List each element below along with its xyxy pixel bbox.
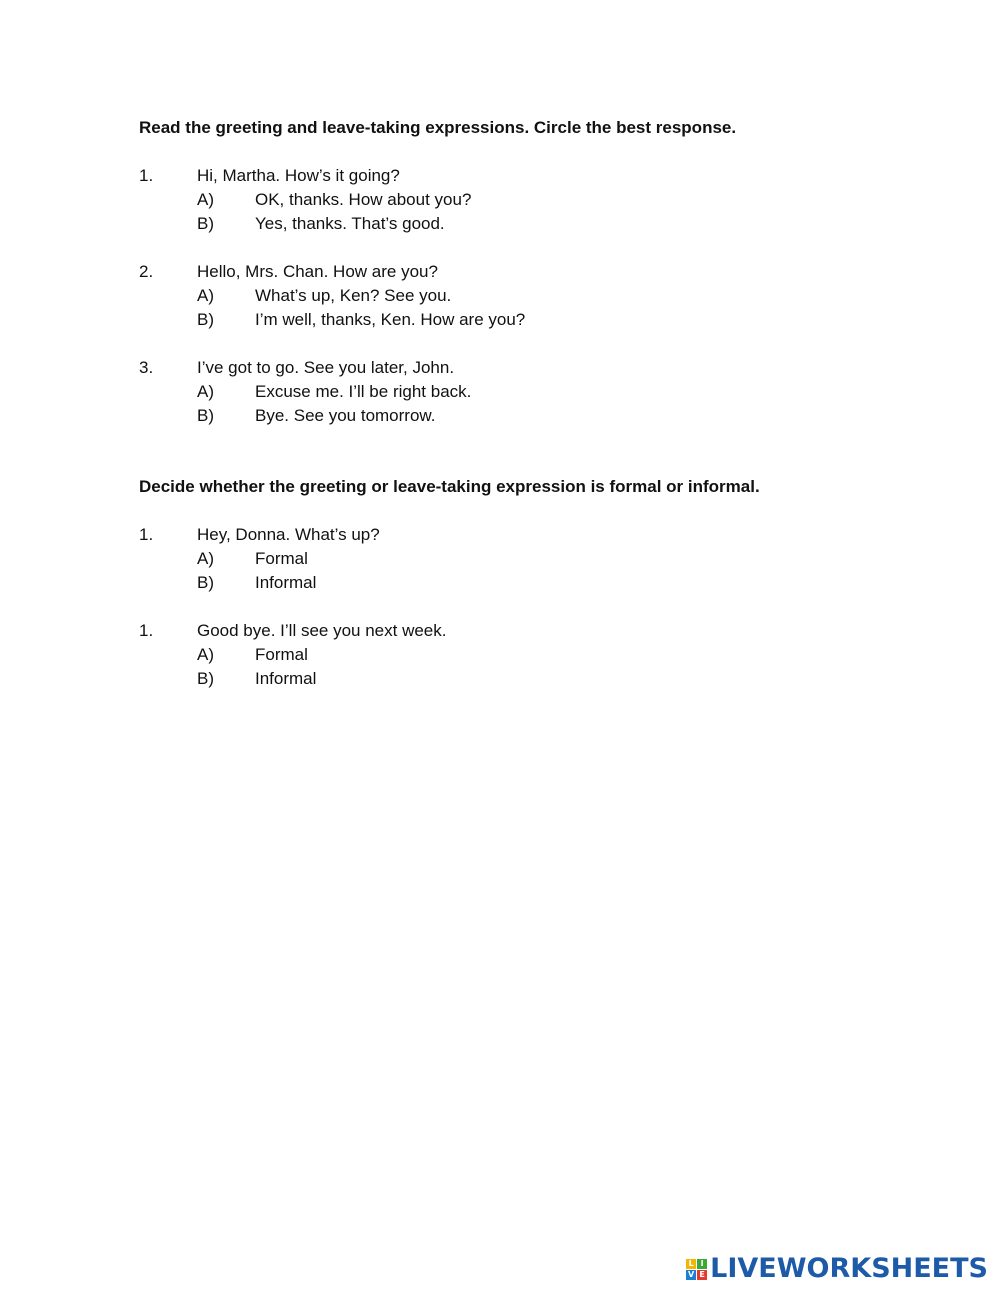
question-number: 2.: [139, 262, 154, 281]
option-a[interactable]: [139, 380, 839, 404]
option-b[interactable]: [139, 308, 839, 332]
option-a[interactable]: [139, 188, 839, 212]
liveworksheets-logo: [686, 1254, 988, 1284]
question-prompt: Hey, Donna. What’s up?: [197, 525, 380, 544]
logo-mark-icon: [686, 1259, 707, 1280]
option-b[interactable]: [139, 404, 839, 428]
option-a[interactable]: [139, 547, 839, 571]
section1-question-2: [139, 260, 839, 332]
section1-instruction: Read the greeting and leave-taking expressions. Circle the best response.: [139, 118, 737, 137]
option-a[interactable]: [139, 284, 839, 308]
option-text: Excuse me. I’ll be right back.: [255, 382, 472, 401]
option-letter: B): [197, 310, 214, 329]
option-letter: B): [197, 406, 214, 425]
option-letter: A): [197, 190, 214, 209]
option-text: Formal: [255, 645, 308, 664]
option-letter: A): [197, 645, 214, 664]
section2-question-2: [139, 619, 839, 691]
option-letter: B): [197, 669, 214, 688]
option-letter: A): [197, 382, 214, 401]
question-number: 1.: [139, 525, 154, 544]
option-text: I’m well, thanks, Ken. How are you?: [255, 310, 526, 329]
logo-mark-tile: V: [688, 1269, 695, 1279]
option-text: OK, thanks. How about you?: [255, 190, 472, 209]
option-text: Bye. See you tomorrow.: [255, 406, 436, 425]
section1-question-1: [139, 164, 839, 236]
section2-question-1: [139, 523, 839, 595]
logo-text: LIVEWORKSHEETS: [710, 1253, 988, 1284]
option-text: What’s up, Ken? See you.: [255, 286, 452, 305]
option-letter: B): [197, 573, 214, 592]
question-prompt: Hi, Martha. How’s it going?: [197, 166, 400, 185]
option-letter: A): [197, 549, 214, 568]
option-text: Formal: [255, 549, 308, 568]
option-text: Yes, thanks. That’s good.: [255, 214, 445, 233]
option-text: Informal: [255, 573, 317, 592]
logo-mark-tile: I: [697, 1259, 707, 1269]
question-number: 3.: [139, 358, 154, 377]
question-number: 1.: [139, 621, 154, 640]
option-b[interactable]: [139, 571, 839, 595]
option-b[interactable]: [139, 667, 839, 691]
option-text: Informal: [255, 669, 317, 688]
logo-mark-tile: E: [697, 1270, 707, 1280]
option-b[interactable]: [139, 212, 839, 236]
question-prompt: Good bye. I’ll see you next week.: [197, 621, 447, 640]
question-prompt: Hello, Mrs. Chan. How are you?: [197, 262, 438, 281]
option-a[interactable]: [139, 643, 839, 667]
section2-instruction: Decide whether the greeting or leave-taking expression is formal or informal.: [139, 477, 760, 496]
logo-mark-tile: L: [686, 1259, 696, 1269]
question-number: 1.: [139, 166, 154, 185]
option-letter: B): [197, 214, 214, 233]
option-letter: A): [197, 286, 214, 305]
section1-question-3: [139, 356, 839, 428]
question-prompt: I’ve got to go. See you later, John.: [197, 358, 455, 377]
